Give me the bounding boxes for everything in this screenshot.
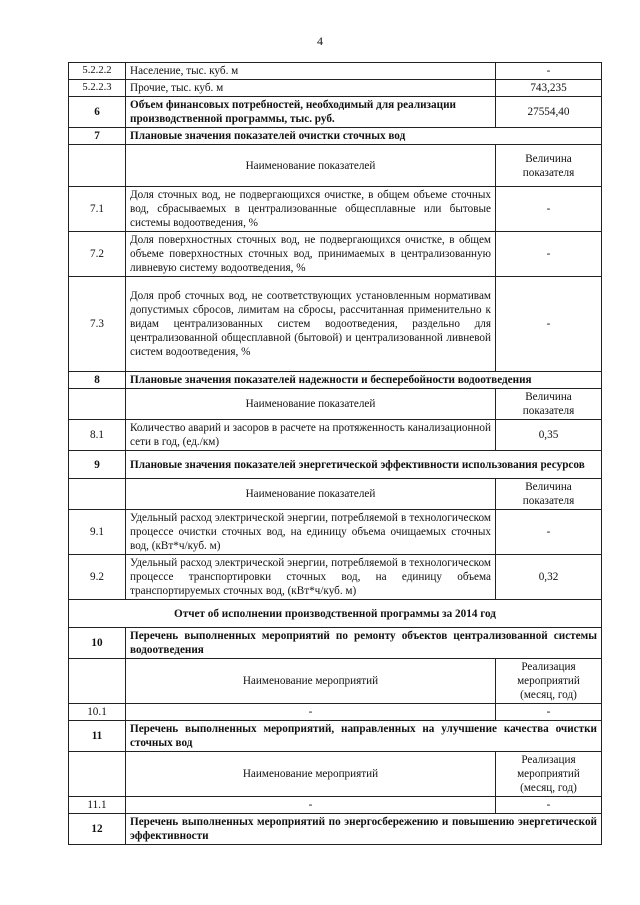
- section-title: Плановые значения показателей энергетической эффективности использования ресурсов: [126, 451, 602, 479]
- column-header-name: Наименование мероприятий: [126, 659, 496, 704]
- row-value: -: [496, 797, 602, 814]
- row-number: 9.2: [69, 555, 126, 600]
- table-row: [69, 510, 602, 555]
- row-label: Доля проб сточных вод, не соответствующих установленным нормативам допустимых сбросов, лимитам на сбросы, рассчитанная применительно к видам централизованных систем водоотведения, раздельно для централизованной общесплавной (бытовой) и централизованной ливневой систем водоотведения, %: [126, 277, 496, 372]
- row-label: Прочие, тыс. куб. м: [126, 80, 496, 97]
- row-label: Объем финансовых потребностей, необходимый для реализации производственной программы, тыс. руб.: [126, 97, 496, 128]
- row-value: 0,35: [496, 420, 602, 451]
- table-row: [69, 555, 602, 600]
- column-header-name: Наименование показателей: [126, 389, 496, 420]
- row-value: -: [496, 277, 602, 372]
- section-title: Перечень выполненных мероприятий, направленных на улучшение качества очистки сточных вод: [126, 721, 602, 752]
- section-header-row: [69, 451, 602, 479]
- column-header-value: Величина показателя: [496, 479, 602, 510]
- section-header-row: [69, 372, 602, 389]
- column-header-value: Величина показателя: [496, 389, 602, 420]
- column-header-row: [69, 389, 602, 420]
- row-value: 743,235: [496, 80, 602, 97]
- column-header-name: Наименование показателей: [126, 145, 496, 187]
- report-title: Отчет об исполнении производственной программы за 2014 год: [69, 600, 602, 628]
- table-row: [69, 97, 602, 128]
- table-row: [69, 277, 602, 372]
- row-value: -: [496, 63, 602, 80]
- program-table: [68, 62, 602, 845]
- row-value: -: [496, 704, 602, 721]
- table-row: [69, 63, 602, 80]
- section-number: 9: [69, 451, 126, 479]
- row-label: Население, тыс. куб. м: [126, 63, 496, 80]
- column-header-value: Реализация мероприятий (месяц, год): [496, 752, 602, 797]
- section-title: Перечень выполненных мероприятий по энергосбережению и повышению энергетической эффективности: [126, 814, 602, 845]
- report-title-row: [69, 600, 602, 628]
- table-row: [69, 420, 602, 451]
- table-row: [69, 704, 602, 721]
- section-header-row: [69, 628, 602, 659]
- column-header-value: Реализация мероприятий (месяц, год): [496, 659, 602, 704]
- section-number: 8: [69, 372, 126, 389]
- row-number: 7.1: [69, 187, 126, 232]
- row-value: -: [496, 232, 602, 277]
- section-number: 6: [69, 97, 126, 128]
- table-row: [69, 80, 602, 97]
- row-value: -: [496, 510, 602, 555]
- section-number: 12: [69, 814, 126, 845]
- page-number: 4: [317, 34, 323, 48]
- row-number: 5.2.2.3: [69, 80, 126, 97]
- row-value: 27554,40: [496, 97, 602, 128]
- section-header-row: [69, 814, 602, 845]
- column-header-row: [69, 145, 602, 187]
- table-row: [69, 187, 602, 232]
- section-number: 7: [69, 128, 126, 145]
- row-number: 7.2: [69, 232, 126, 277]
- row-label: Доля поверхностных сточных вод, не подвергающихся очистке, в общем объеме поверхностных сточных вод, принимаемых в централизованную ливневую систему водоотведения, %: [126, 232, 496, 277]
- section-header-row: [69, 128, 602, 145]
- row-label: Удельный расход электрической энергии, потребляемой в технологическом процессе очистки сточных вод, на единицу объема очищаемых сточных вод, (кВт*ч/куб. м): [126, 510, 496, 555]
- section-title: Перечень выполненных мероприятий по ремонту объектов централизованной системы водоотведения: [126, 628, 602, 659]
- column-header-row: [69, 659, 602, 704]
- section-number: 10: [69, 628, 126, 659]
- column-header-value: Величина показателя: [496, 145, 602, 187]
- row-number: 11.1: [69, 797, 126, 814]
- row-label: Удельный расход электрической энергии, потребляемой в технологическом процессе транспортировки сточных вод, на единицу объема транспортируемых сточных вод, (кВт*ч/куб. м): [126, 555, 496, 600]
- row-number: 9.1: [69, 510, 126, 555]
- row-label: Доля сточных вод, не подвергающихся очистке, в общем объеме сточных вод, сбрасываемых в централизованные общесплавные или бытовые системы водоотведения, %: [126, 187, 496, 232]
- row-number: 8.1: [69, 420, 126, 451]
- row-value: 0,32: [496, 555, 602, 600]
- row-label: Количество аварий и засоров в расчете на протяженность канализационной сети в год, (ед./км): [126, 420, 496, 451]
- row-value: -: [496, 187, 602, 232]
- row-label: -: [126, 704, 496, 721]
- column-header-row: [69, 479, 602, 510]
- column-header-row: [69, 752, 602, 797]
- row-number: 5.2.2.2: [69, 63, 126, 80]
- section-header-row: [69, 721, 602, 752]
- row-number: 7.3: [69, 277, 126, 372]
- section-number: 11: [69, 721, 126, 752]
- row-label: -: [126, 797, 496, 814]
- table-row: [69, 797, 602, 814]
- row-number: 10.1: [69, 704, 126, 721]
- section-title: Плановые значения показателей очистки сточных вод: [126, 128, 602, 145]
- column-header-name: Наименование мероприятий: [126, 752, 496, 797]
- table-row: [69, 232, 602, 277]
- column-header-name: Наименование показателей: [126, 479, 496, 510]
- section-title: Плановые значения показателей надежности и бесперебойности водоотведения: [126, 372, 602, 389]
